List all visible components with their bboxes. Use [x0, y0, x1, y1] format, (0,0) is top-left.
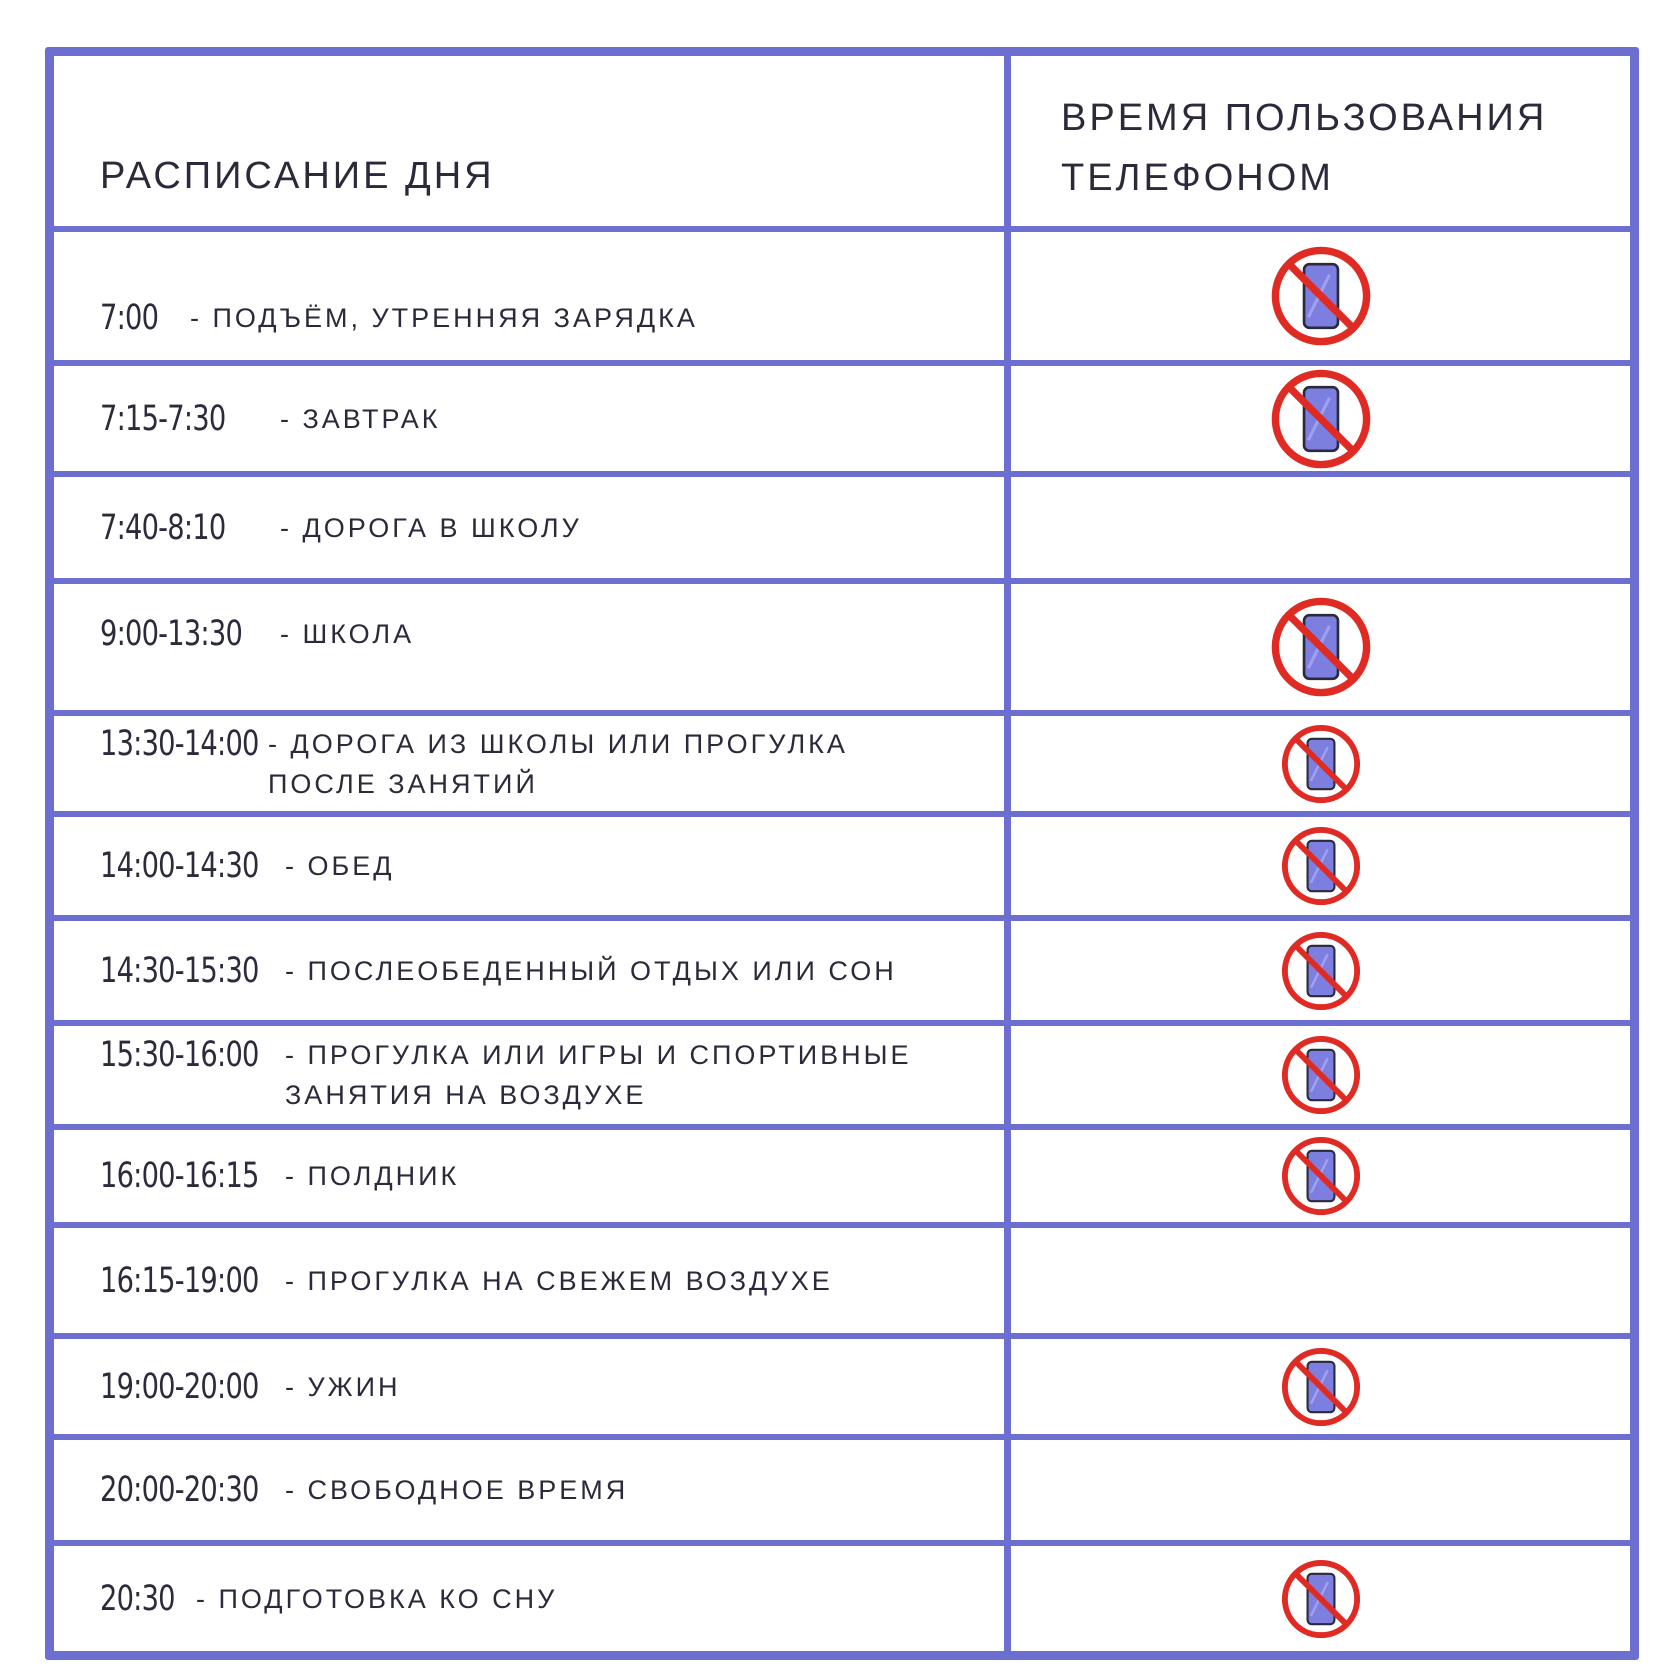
- time-label: 14:30-15:30: [100, 950, 259, 991]
- no-phone-icon: [1279, 824, 1363, 908]
- table-row: [54, 1228, 1011, 1339]
- no-phone-icon: [1268, 594, 1374, 700]
- phone-cell: [1011, 817, 1630, 921]
- no-phone-icon: [1279, 929, 1363, 1013]
- time-label: 14:00-14:30: [100, 846, 259, 886]
- activity-label: - ПРОГУЛКА ИЛИ ИГРЫ И СПОРТИВНЫЕ ЗАНЯТИЯ НА ВОЗДУХЕ: [285, 1040, 912, 1110]
- header-schedule-cell: [54, 56, 1011, 232]
- schedule-entry: [100, 1579, 557, 1619]
- phone-allowed-slot: [1268, 475, 1374, 581]
- phone-cell: [1011, 1228, 1630, 1339]
- time-label: 19:00-20:00: [100, 1366, 259, 1407]
- table-row: [54, 1026, 1011, 1130]
- activity-label: - ДОРОГА В ШКОЛУ: [280, 512, 582, 543]
- header-phone-cell: [1011, 56, 1630, 232]
- schedule-entry: [100, 951, 897, 991]
- time-label: 13:30-14:00: [100, 723, 259, 764]
- phone-cell: [1011, 1440, 1630, 1546]
- no-phone-icon: [1279, 1134, 1363, 1218]
- schedule-entry: [100, 846, 395, 886]
- activity-label: - СВОБОДНОЕ ВРЕМЯ: [285, 1475, 629, 1505]
- no-phone-icon: [1268, 243, 1374, 349]
- activity-label: - УЖИН: [285, 1371, 401, 1402]
- table-row: [54, 1440, 1011, 1546]
- phone-allowed-slot: [1279, 1448, 1363, 1532]
- activity-label: - ПРОГУЛКА НА СВЕЖЕМ ВОЗДУХЕ: [285, 1265, 833, 1296]
- schedule-entry: [100, 1470, 628, 1510]
- no-phone-icon: [1279, 1345, 1363, 1429]
- schedule-entry: [100, 508, 582, 548]
- table-row: [54, 1339, 1011, 1440]
- activity-label: - ДОРОГА ИЗ ШКОЛЫ ИЛИ ПРОГУЛКА ПОСЛЕ ЗАНЯТИЙ: [268, 728, 848, 799]
- table-row: [54, 366, 1011, 477]
- activity-label: - ПОЛДНИК: [285, 1161, 460, 1191]
- time-label: 9:00-13:30: [100, 614, 243, 654]
- schedule-entry: [100, 1156, 459, 1196]
- time-label: 15:30-16:00: [100, 1035, 259, 1075]
- phone-cell: [1011, 716, 1630, 817]
- time-label: 7:40-8:10: [100, 507, 226, 548]
- table-row: [54, 477, 1011, 584]
- schedule-entry: [100, 724, 888, 804]
- schedule-entry: [100, 1035, 935, 1115]
- no-phone-icon: [1268, 366, 1374, 472]
- table-row: [54, 1130, 1011, 1228]
- schedule-title: РАСПИСАНИЕ ДНЯ: [100, 155, 495, 197]
- activity-label: - ШКОЛА: [280, 619, 415, 649]
- phone-cell: [1011, 477, 1630, 584]
- phone-title: ВРЕМЯ ПОЛЬЗОВАНИЯ ТЕЛЕФОНОМ: [1061, 97, 1548, 199]
- table-row: [54, 921, 1011, 1026]
- activity-label: - ЗАВТРАК: [280, 403, 441, 434]
- phone-cell: [1011, 366, 1630, 477]
- time-label: 16:15-19:00: [100, 1260, 259, 1301]
- schedule-entry: [100, 1367, 400, 1407]
- schedule-entry: [100, 614, 414, 654]
- phone-cell: [1011, 1130, 1630, 1228]
- schedule-entry: [100, 399, 440, 439]
- phone-allowed-slot: [1279, 1239, 1363, 1323]
- phone-cell: [1011, 921, 1630, 1026]
- schedule-entry: [100, 1261, 833, 1301]
- no-phone-icon: [1279, 722, 1363, 806]
- schedule-entry: [100, 298, 698, 338]
- no-phone-icon: [1279, 1557, 1363, 1641]
- time-label: 16:00-16:15: [100, 1156, 259, 1196]
- phone-cell: [1011, 1339, 1630, 1440]
- activity-label: - ПОДЪЁМ, УТРЕННЯЯ ЗАРЯДКА: [190, 303, 698, 333]
- phone-cell: [1011, 232, 1630, 366]
- phone-cell: [1011, 1546, 1630, 1651]
- table-row: [54, 1546, 1011, 1651]
- activity-label: - ПОСЛЕОБЕДЕННЫЙ ОТДЫХ ИЛИ СОН: [285, 955, 897, 986]
- schedule-table: [45, 47, 1639, 1660]
- phone-cell: [1011, 1026, 1630, 1130]
- table-row: [54, 232, 1011, 366]
- time-label: 7:00: [100, 298, 159, 338]
- activity-label: - ОБЕД: [285, 851, 395, 881]
- phone-cell: [1011, 584, 1630, 716]
- no-phone-icon: [1279, 1033, 1363, 1117]
- activity-label: - ПОДГОТОВКА КО СНУ: [196, 1583, 558, 1614]
- time-label: 20:00-20:30: [100, 1470, 259, 1510]
- table-row: [54, 817, 1011, 921]
- time-label: 20:30: [100, 1578, 175, 1619]
- table-row: [54, 716, 1011, 817]
- time-label: 7:15-7:30: [100, 398, 226, 439]
- table-row: [54, 584, 1011, 716]
